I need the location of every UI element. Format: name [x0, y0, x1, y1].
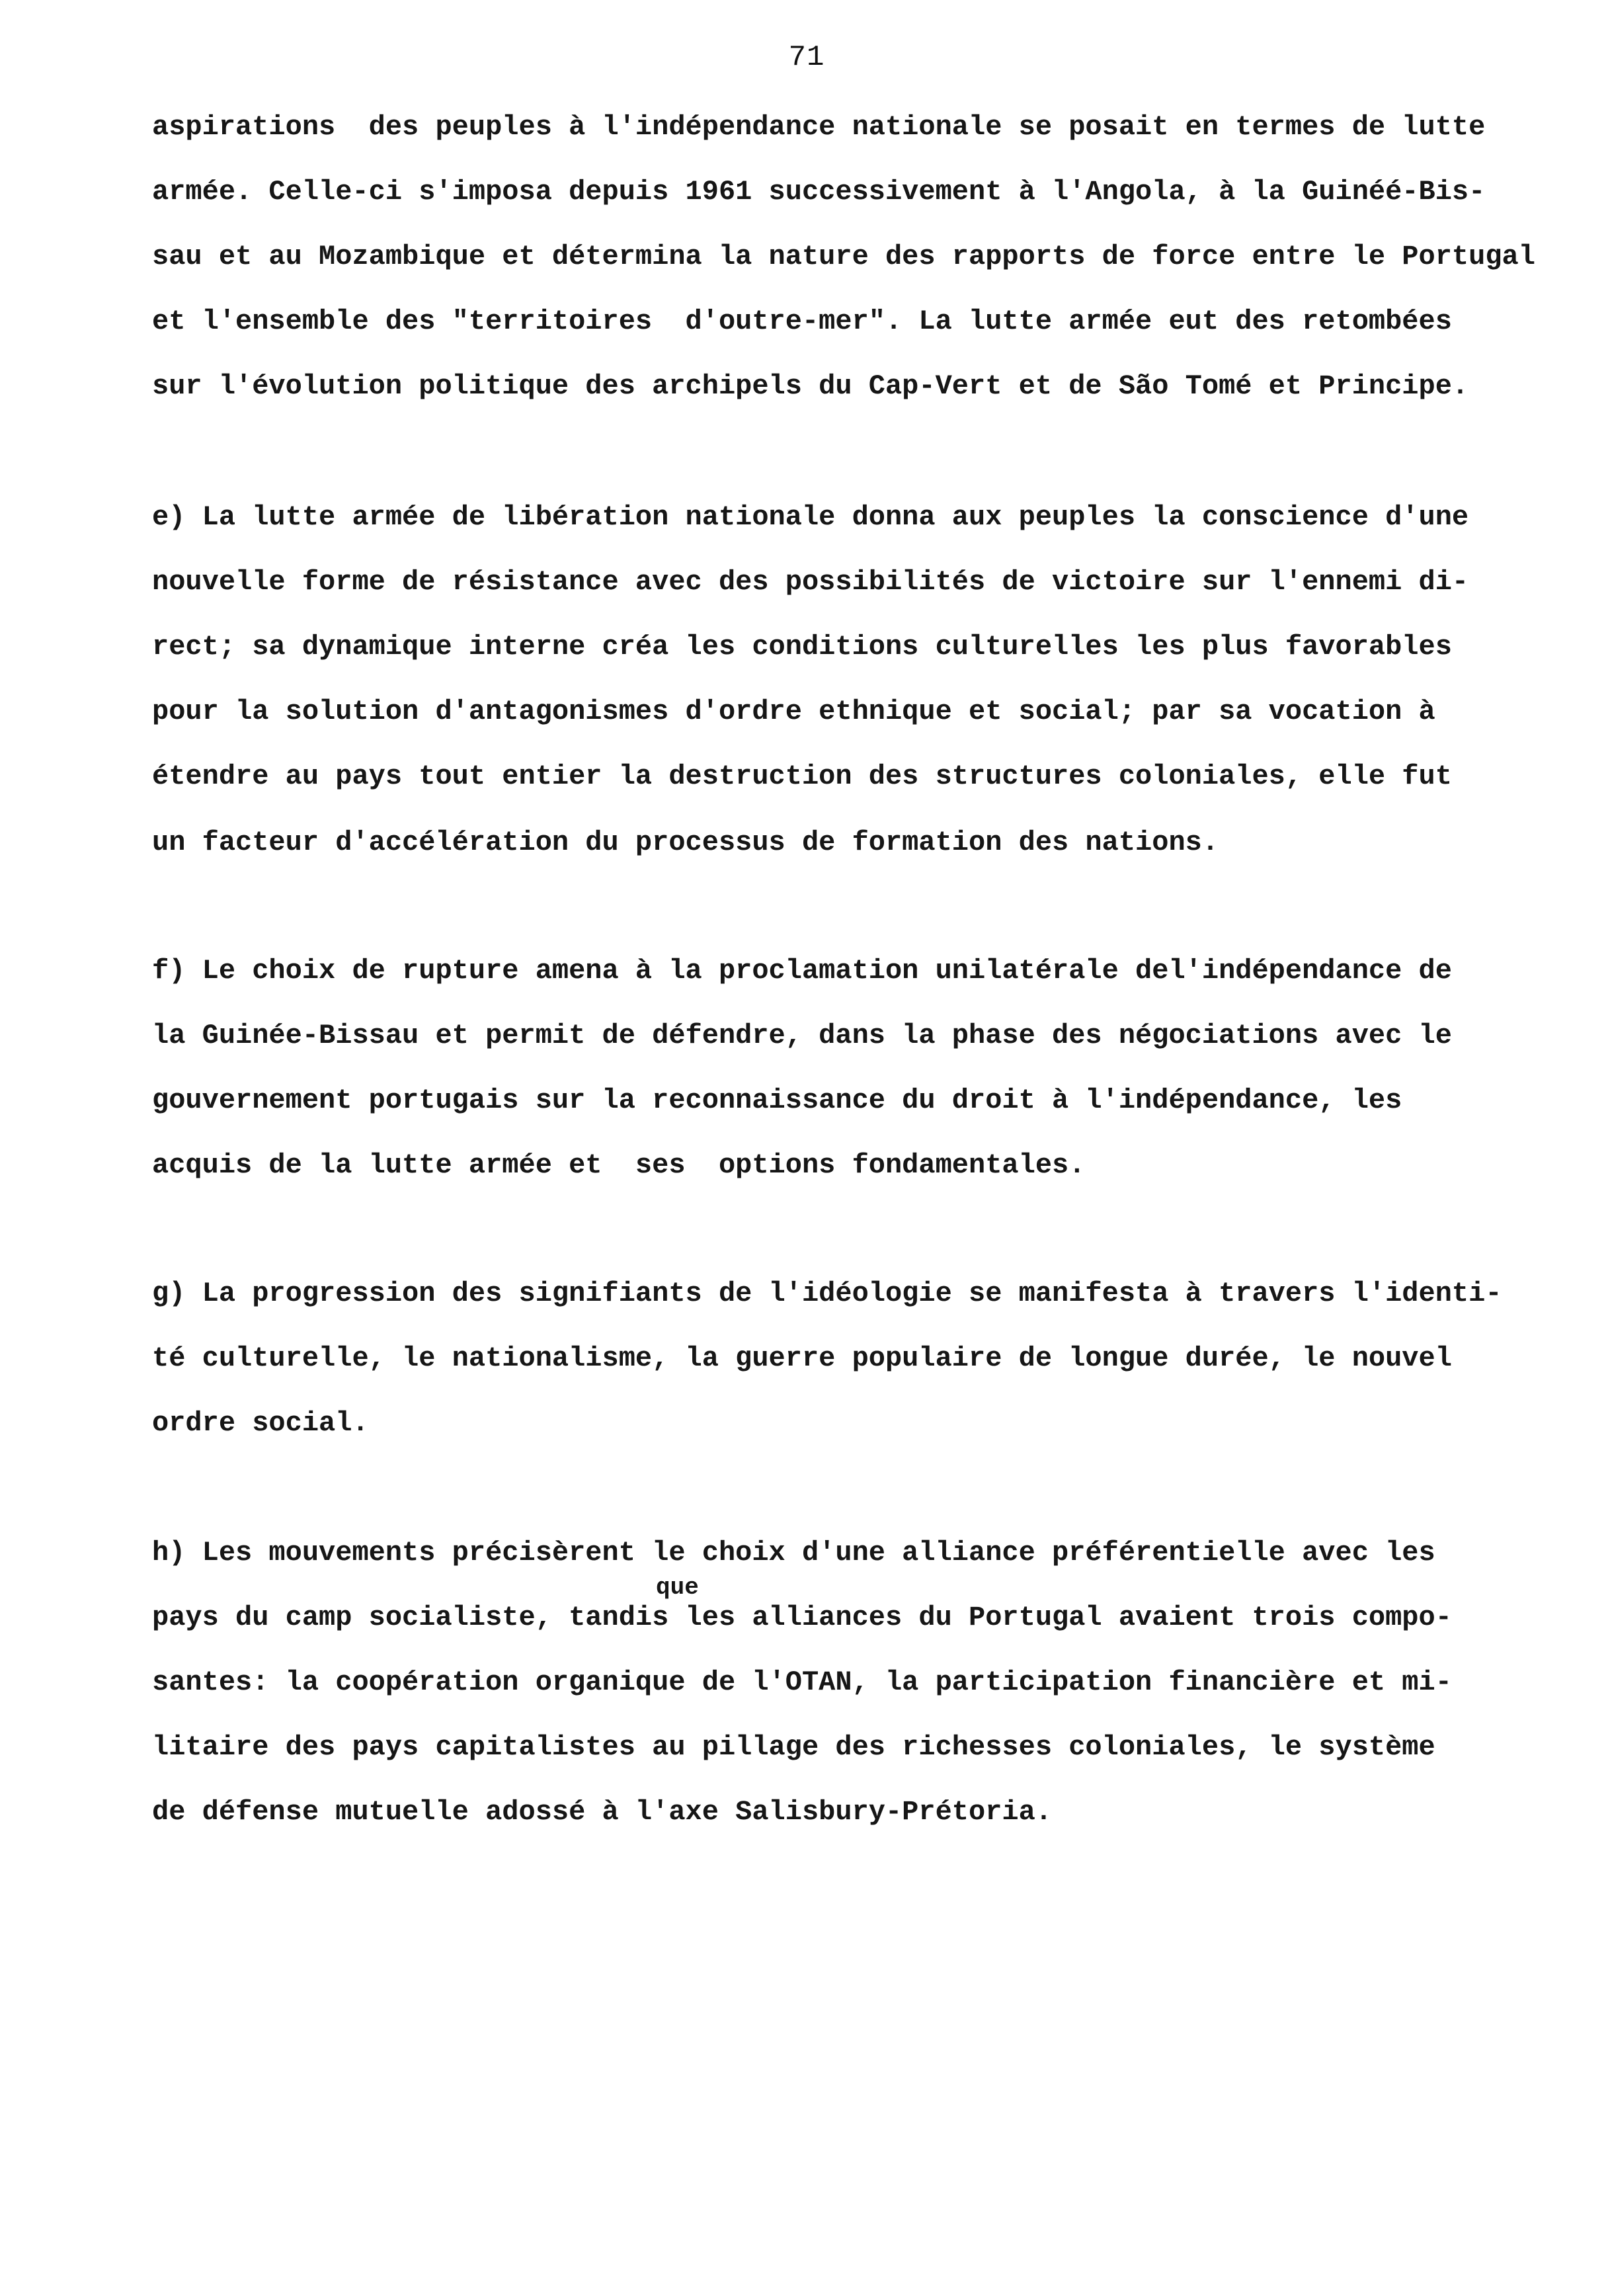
- text-line: et l'ensemble des "territoires d'outre-mer". La lutte armée eut des retombées: [152, 306, 1452, 337]
- text-line: e) La lutte armée de libération nationale donna aux peuples la conscience d'une: [152, 501, 1469, 533]
- text-line: ordre social.: [152, 1407, 369, 1439]
- text-line: té culturelle, le nationalisme, la guerre populaire de longue durée, le nouvel: [152, 1342, 1452, 1374]
- handwritten-insertion: que: [656, 1574, 699, 1601]
- page-number: 71: [788, 41, 825, 74]
- text-line: pour la solution d'antagonismes d'ordre ethnique et social; par sa vocation à: [152, 696, 1435, 727]
- text-line: sau et au Mozambique et détermina la nature des rapports de force entre le Portugal: [152, 241, 1535, 272]
- text-line: pays du camp socialiste, tandis les alliances du Portugal avaient trois compo-: [152, 1602, 1452, 1633]
- text-line: litaire des pays capitalistes au pillage des richesses coloniales, le système: [152, 1731, 1435, 1763]
- text-line: rect; sa dynamique interne créa les conditions culturelles les plus favorables: [152, 631, 1452, 663]
- text-line: santes: la coopération organique de l'OTAN, la participation financière et mi-: [152, 1666, 1452, 1698]
- text-line: aspirations des peuples à l'indépendance nationale se posait en termes de lutte: [152, 111, 1486, 143]
- text-line: acquis de la lutte armée et ses options fondamentales.: [152, 1149, 1086, 1181]
- text-line: armée. Celle-ci s'imposa depuis 1961 successivement à l'Angola, à la Guinéé-Bis-: [152, 176, 1486, 208]
- text-line: de défense mutuelle adossé à l'axe Salisbury-Prétoria.: [152, 1796, 1053, 1828]
- text-line: étendre au pays tout entier la destruction des structures coloniales, elle fut: [152, 760, 1452, 792]
- text-line: sur l'évolution politique des archipels du Cap-Vert et de São Tomé et Principe.: [152, 370, 1469, 402]
- text-line: h) Les mouvements précisèrent le choix d'une alliance préférentielle avec les: [152, 1537, 1435, 1569]
- text-line: f) Le choix de rupture amena à la proclamation unilatérale del'indépendance de: [152, 955, 1452, 987]
- text-line: nouvelle forme de résistance avec des possibilités de victoire sur l'ennemi di-: [152, 566, 1469, 598]
- text-line: gouvernement portugais sur la reconnaissance du droit à l'indépendance, les: [152, 1085, 1402, 1116]
- text-line: la Guinée-Bissau et permit de défendre, dans la phase des négociations avec le: [152, 1020, 1452, 1051]
- text-line: un facteur d'accélération du processus de formation des nations.: [152, 827, 1219, 858]
- text-line: g) La progression des signifiants de l'idéologie se manifesta à travers l'identi-: [152, 1278, 1502, 1309]
